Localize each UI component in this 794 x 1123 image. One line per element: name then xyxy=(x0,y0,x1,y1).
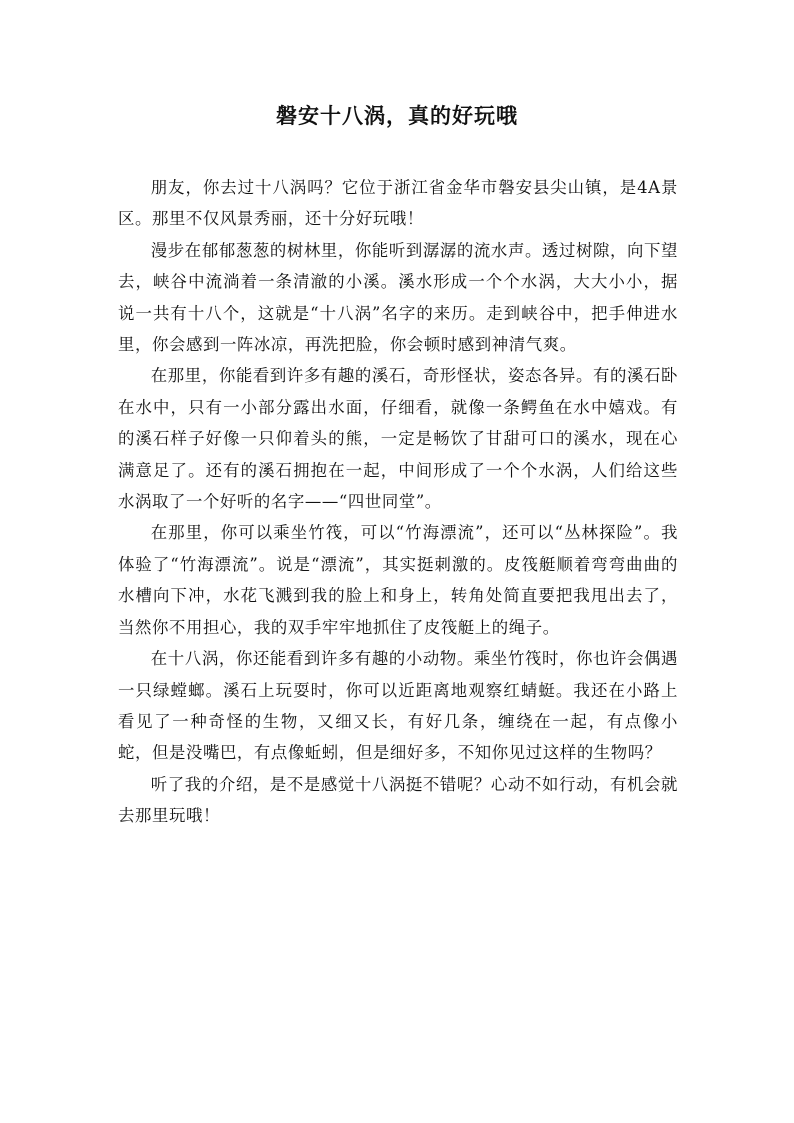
paragraph-forest-stream: 漫步在郁郁葱葱的树林里，你能听到潺潺的流水声。透过树隙，向下望去，峡谷中流淌着一条清澈的小溪。溪水形成一个个水涡，大大小小，据说一共有十八个，这就是“十八涡”名字的来历。走到峡谷中，把手伸进水里，你会感到一阵冰凉，再洗把脸，你会顿时感到神清气爽。 xyxy=(118,240,678,355)
paragraph-conclusion: 听了我的介绍，是不是感觉十八涡挺不错呢？心动不如行动，有机会就去那里玩哦！ xyxy=(118,774,678,826)
paragraph-animals: 在十八涡，你还能看到许多有趣的小动物。乘坐竹筏时，你也许会偶遇一只绿螳螂。溪石上玩耍时，你可以近距离地观察红蜻蜓。我还在小路上看见了一种奇怪的生物，又细又长，有好几条，缠绕在一起，有点像小蛇，但是没嘴巴，有点像蚯蚓，但是细好多，不知你见过这样的生物吗？ xyxy=(118,649,678,763)
document-title: 磐安十八涡，真的好玩哦 xyxy=(276,104,518,128)
paragraph-intro: 朋友，你去过十八涡吗？它位于浙江省金华市磐安县尖山镇，是4A景区。那里不仅风景秀丽，还十分好玩哦！ xyxy=(118,178,678,229)
paragraph-stones: 在那里，你能看到许多有趣的溪石，奇形怪状，姿态各异。有的溪石卧在水中，只有一小部分露出水面，仔细看，就像一条鳄鱼在水中嬉戏。有的溪石样子好像一只仰着头的熊，一定是畅饮了甘甜可口的溪水，现在心满意足了。还有的溪石拥抱在一起，中间形成了一个个水涡，人们给这些水涡取了一个好听的名字——“四世同堂”。 xyxy=(118,366,678,512)
document-body xyxy=(118,172,678,832)
paragraph-rafting: 在那里，你可以乘坐竹筏，可以“竹海漂流”，还可以“丛林探险”。我体验了“竹海漂流”。说是“漂流”，其实挺刺激的。皮筏艇顺着弯弯曲曲的水槽向下冲，水花飞溅到我的脸上和身上，转角处简直要把我甩出去了，当然你不用担心，我的双手牢牢地抓住了皮筏艇上的绳子。 xyxy=(118,523,678,637)
